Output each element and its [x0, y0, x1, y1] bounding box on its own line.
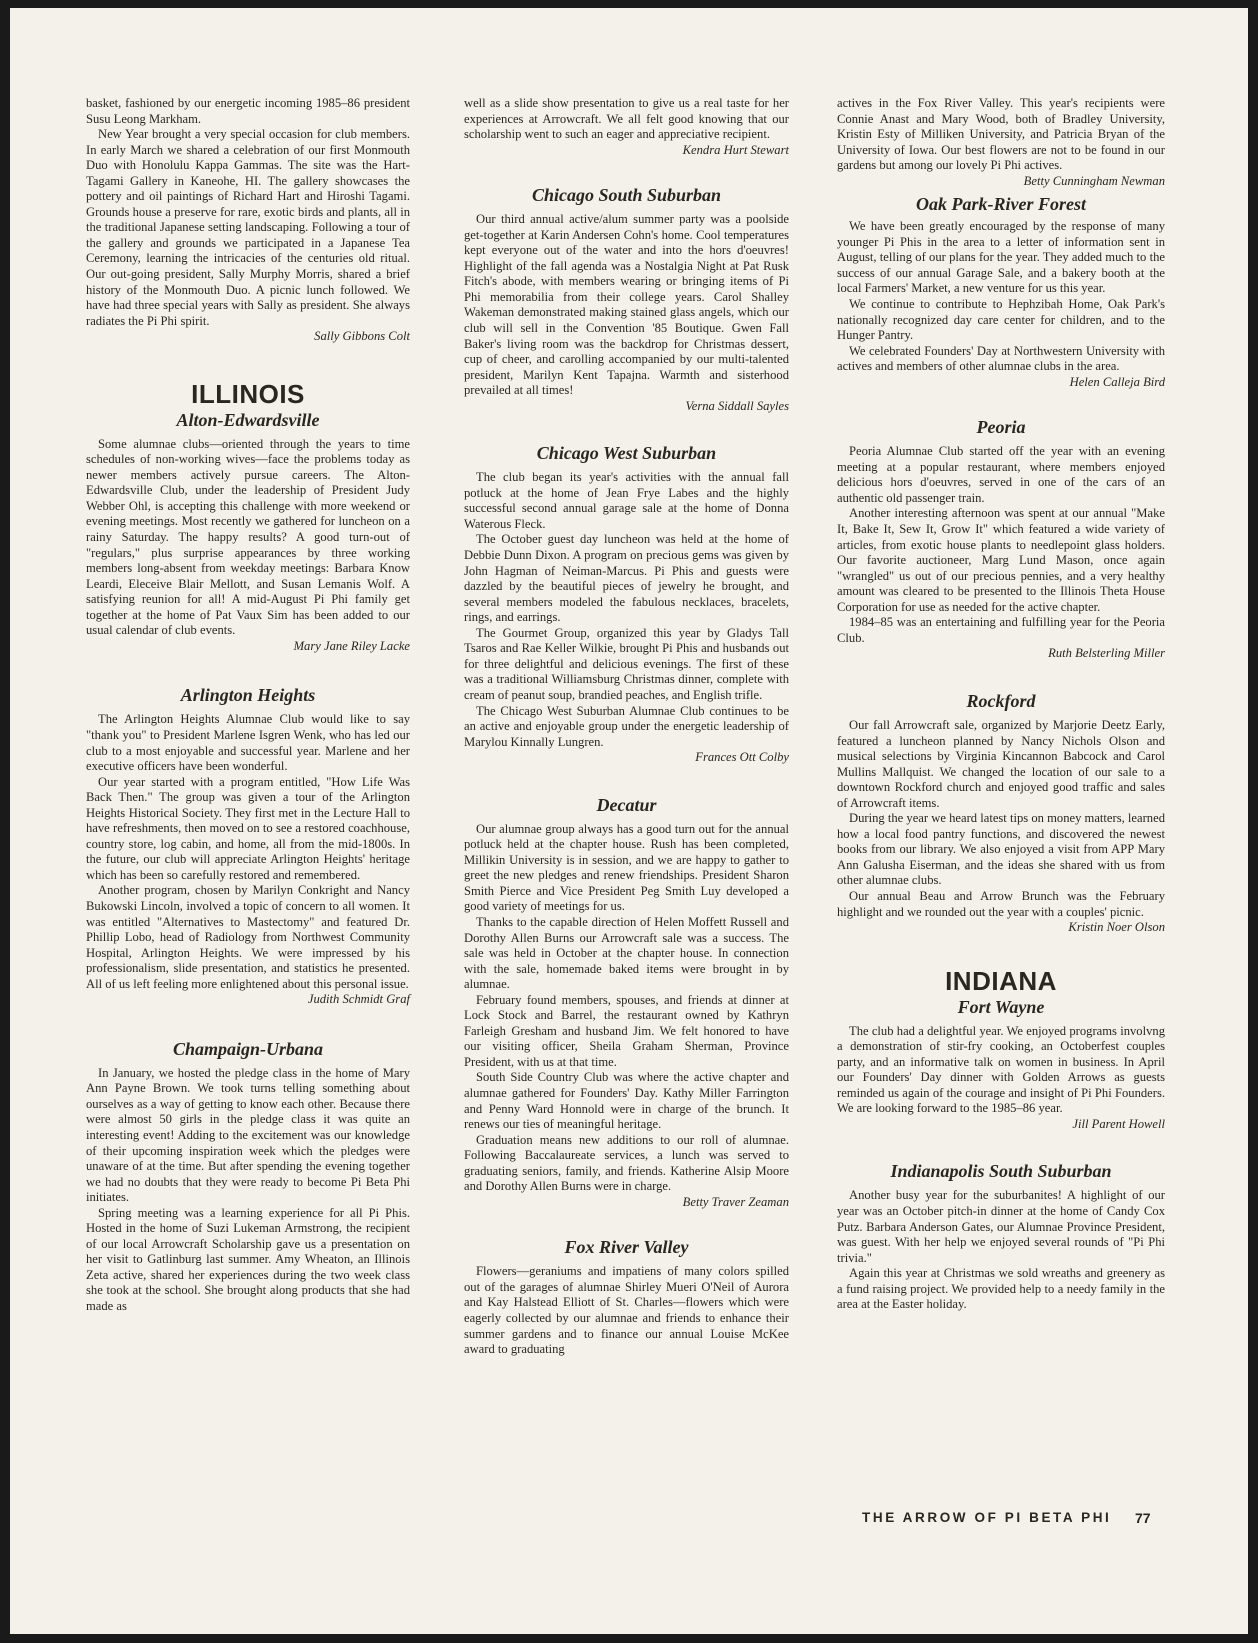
- body-paragraph: 1984–85 was an entertaining and fulfilling year for the Peoria Club.: [837, 615, 1165, 645]
- club-heading: Peoria: [976, 417, 1026, 438]
- club-heading: Fort Wayne: [957, 996, 1045, 1017]
- publication-title: THE ARROW OF PI BETA PHI: [862, 1510, 1112, 1525]
- club-heading: Rockford: [966, 690, 1036, 711]
- magazine-page: [10, 8, 1248, 1634]
- body-paragraph: The club had a delightful year. We enjoyed programs involvng a demonstration of stir-fry cooking, an Octoberfest couples party, and an informative talk on women in business. In April our Founders' Day dinner with Golden Arrows as guests reminded us again of the courage and insight of Pi Phi Founders. We are looking forward to the 1985–86 year.: [837, 1023, 1165, 1116]
- club-heading: Arlington Heights: [180, 685, 316, 706]
- author-signature: Betty Traver Zeaman: [682, 1194, 789, 1209]
- body-paragraph: Our fall Arrowcraft sale, organized by Marjorie Deetz Early, featured a luncheon planned by Nancy Nichols Olson and musical selections by Virginia Kincannon Babcock and Carol Mullins Mallquist. We changed the location of our sale to a downtown Rockford church and enjoyed good traffic and sales of Arrowcraft items.: [837, 717, 1165, 810]
- author-signature: Kristin Noer Olson: [1068, 920, 1165, 935]
- body-paragraph: well as a slide show presentation to give us a real taste for her experiences at Arrowcraft. We all felt good knowing that our scholarship went to such an eager and appreciative recipient.: [464, 96, 789, 142]
- column-right: [837, 96, 1165, 1313]
- club-heading: Alton-Edwardsville: [176, 409, 320, 430]
- body-paragraph: The Arlington Heights Alumnae Club would like to say "thank you" to President Marlene Isgren Wenk, who has led our club to a most enjoyable and successful year. Marlene and her executive officers have been wonderful.: [86, 712, 410, 774]
- club-heading: Chicago South Suburban: [531, 185, 722, 206]
- author-signature: Helen Calleja Bird: [1069, 374, 1165, 389]
- body-paragraph: The club began its year's activities with the annual fall potluck at the home of Jean Frye Labes and the highly successful second annual garage sale at the home of Donna Waterous Fleck.: [464, 470, 789, 531]
- body-paragraph: Another program, chosen by Marilyn Conkright and Nancy Bukowski Lincoln, involved a topic of concern to all women. It was entitled "Alternatives to Mastectomy" and featured Dr. Phillip Lobo, head of Radiology from Northwest Community Hospital, Arlington Heights. We were impressed by his professionalism, slide presentation, and statistics he presented. All of us left feeling more enlightened about this personal issue.: [86, 883, 410, 991]
- author-signature: Betty Cunningham Newman: [1023, 173, 1165, 188]
- body-paragraph: New Year brought a very special occasion for club members. In early March we shared a celebration of our first Monmouth Duo with Honolulu Kappa Gammas. The site was the Hart-Tagami Gallery in Kaneohe, HI. The gallery showcases the pottery and oil paintings of Richard Hart and Hiroshi Tagami. Grounds house a preserve for rare, exotic birds and plants, all in the traditional Japanese setting landscaping. Following a tour of the gallery and grounds we participated in a Japanese Tea Ceremony, learning the intricacies of the centuries old ritual. Our out-going president, Sally Murphy Morris, shared a brief history of the Monmouth Duo. A picnic lunch followed. We have had three special years with Sally as president. She always radiates the Pi Phi spirit.: [86, 127, 410, 328]
- body-paragraph: Our year started with a program entitled, "How Life Was Back Then." The group was given a tour of the Arlington Heights Historical Society. They first met in the Lecture Hall to have refreshments, then moved on to see a restored coachhouse, country store, log cabin, and home, all from the mid-1800s. In the future, our club will appreciate Arlington Heights' heritage which has been so carefully restored and remembered.: [86, 774, 410, 882]
- column-middle: [464, 96, 789, 1358]
- state-heading: INDIANA: [945, 965, 1057, 996]
- body-paragraph: Our annual Beau and Arrow Brunch was the February highlight and we rounded out the year with a couples' picnic.: [837, 888, 1165, 919]
- body-paragraph: In January, we hosted the pledge class in the home of Mary Ann Payne Brown. We took turns telling something about ourselves as a way of getting to know each other. Because there were almost 50 girls in the pledge class it was quite an interesting event! Adding to the excitement was our knowledge of their upcoming inspiration week which the pledges were unaware of at the time. But after spending the evening together we had no doubts that they were ready to become Pi Beta Phi initiates.: [86, 1065, 410, 1205]
- state-heading: ILLINOIS: [191, 378, 305, 409]
- author-signature: Sally Gibbons Colt: [314, 329, 410, 344]
- body-paragraph: The Gourmet Group, organized this year by Gladys Tall Tsaros and Rae Keller Wilkie, brought Pi Phis and husbands out for three delightful and delicious evenings. The first of these was a traditional Williamsburg Christmas dinner, complete with cream of peanut soup, brandied peaches, and English trifle.: [464, 625, 789, 702]
- club-heading: Indianapolis South Suburban: [890, 1161, 1112, 1182]
- body-paragraph: Again this year at Christmas we sold wreaths and greenery as a fund raising project. We provided help to a needy family in the area at the Easter holiday.: [837, 1266, 1165, 1312]
- body-paragraph: Flowers—geraniums and impatiens of many colors spilled out of the garages of alumnae Shirley Mueri O'Neil of Aurora and Kay Halstead Elliott of St. Charles—flowers which were eagerly collected by our alumnae and friends to enhance their summer gardens and to finance our annual Louise McKee award to graduating: [464, 1264, 789, 1357]
- body-paragraph: The Chicago West Suburban Alumnae Club continues to be an active and enjoyable group under the energetic leadership of Marylou Kinnally Lungren.: [464, 703, 789, 749]
- body-paragraph: Our third annual active/alum summer party was a poolside get-together at Karin Andersen Cohn's home. Cool temperatures kept everyone out of the water and into the hors d'oeuvres! Highlight of the fall agenda was a Nostalgia Night at Pat Rusk Fitch's abode, with members wearing or bringing items of Pi Phi memorabilia from their college years. Carol Shalley Wakeman demonstrated making stained glass angels, which our club will sell in the Convention '85 Boutique. Gwen Fall Baker's living room was the backdrop for Christmas dessert, cup of cheer, and carolling accompanied by our multi-talented president, Marilyn Kent Tapajna. Warmth and sisterhood prevailed at all times!: [464, 212, 789, 398]
- author-signature: Verna Siddall Sayles: [685, 398, 789, 413]
- author-signature: Ruth Belsterling Miller: [1048, 646, 1165, 661]
- author-signature: Kendra Hurt Stewart: [682, 142, 789, 157]
- body-paragraph: actives in the Fox River Valley. This year's recipients were Connie Anast and Mary Wood, both of Bradley University, Kristin Esty of Milliken University, and Patricia Bryan of the University of Iowa. Our best flowers are not to be found in our gardens but among our lovely Pi Phi actives.: [837, 96, 1165, 173]
- body-paragraph: We have been greatly encouraged by the response of many younger Pi Phis in the area to a letter of information sent in August, telling of our plans for the year. They added much to the success of our annual Garage Sale, and a bakery booth at the local Farmers' Market, a new venture for us this year.: [837, 219, 1165, 296]
- body-paragraph: Another busy year for the suburbanites! A highlight of our year was an October pitch-in dinner at the home of Candy Cox Putz. Barbara Anderson Gates, our Alumnae Province President, was guest. With her help we enjoyed several rounds of "Pi Phi trivia.": [837, 1188, 1165, 1265]
- author-signature: Mary Jane Riley Lacke: [293, 638, 410, 653]
- body-paragraph: basket, fashioned by our energetic incoming 1985–86 president Susu Leong Markham.: [86, 96, 410, 126]
- club-heading: Fox River Valley: [564, 1237, 689, 1258]
- author-signature: Jill Parent Howell: [1072, 1116, 1165, 1131]
- author-signature: Judith Schmidt Graf: [307, 992, 410, 1007]
- body-paragraph: During the year we heard latest tips on money matters, learned how a local food pantry functions, and discovered the newest books from our library. We also enjoyed a visit from APP Mary Ann Galusha Eiserman, and the ideas she shared with us from other alumnae clubs.: [837, 811, 1165, 888]
- body-paragraph: Our alumnae group always has a good turn out for the annual potluck held at the chapter house. Rush has been completed, Millikin University is in session, and we are happy to gather to greet the new pledges and renew friendships. President Sharon Smith Pierce and Vice President Peg Smith Luy developed a good variety of meetings for us.: [464, 821, 789, 914]
- body-paragraph: Spring meeting was a learning experience for all Pi Phis. Hosted in the home of Suzi Lukeman Armstrong, the recipient of our local Arrowcraft Scholarship gave us a presentation on her visit to Gatlinburg last summer. Amy Wheaton, an Illinois Zeta active, shared her experiences during the two week class she took at the school. She brought along products that she had made as: [86, 1205, 410, 1313]
- page-number: 77: [1135, 1510, 1151, 1526]
- body-paragraph: The October guest day luncheon was held at the home of Debbie Dunn Dixon. A program on precious gems was given by John Hagman of Neiman-Marcus. Pi Phis and guests were dazzled by the beautiful pieces of jewelry he brought, and several members modeled the fabulous necklaces, bracelets, rings, and earrings.: [464, 532, 789, 625]
- body-paragraph: Some alumnae clubs—oriented through the years to time schedules of non-working wives—face the problems today as newer members actively pursue careers. The Alton-Edwardsville Club, under the leadership of President Judy Webber Ohl, is accepting this challenge with more weekend or evening meetings. Most recently we gathered for luncheon on a rainy Saturday. The happy results? A good turn-out of "regulars," plus surprise appearances by three working members long-absent from weekday meetings: Barbara Know Leardi, Eleceive Blair Mellott, and Susan Lemanis Wolf. A satisfying reunion for all! A mid-August Pi Phi family get together at the home of Pat Vaux Sim has been added to our usual calendar of club events.: [86, 436, 410, 638]
- club-heading: Chicago West Suburban: [536, 443, 717, 464]
- body-paragraph: We continue to contribute to Hephzibah Home, Oak Park's nationally recognized day care center for children, and to the Hunger Pantry.: [837, 297, 1165, 343]
- body-paragraph: Another interesting afternoon was spent at our annual "Make It, Bake It, Sew It, Grow It" which featured a wide variety of articles, from exotic house plants to needlepoint glass holders. Our favorite auctioneer, Marg Lund Mason, once again "wrangled" us out of our precious pennies, and a very healthy amount was cleared to be presented to the Illinois Theta House Corporation for use as needed for the active chapter.: [837, 506, 1165, 614]
- body-paragraph: South Side Country Club was where the active chapter and alumnae gathered for Founders' Day. Kathy Miller Farrington and Penny Ward Honnold were in charge of the brunch. It renews our ties of meaningful heritage.: [464, 1070, 789, 1132]
- column-left: [86, 96, 410, 1315]
- body-paragraph: Thanks to the capable direction of Helen Moffett Russell and Dorothy Allen Burns our Arrowcraft sale was a success. The sale was held in October at the chapter house. In connection with the sale, homemade baked items were brought in by alumnae.: [464, 914, 789, 992]
- body-paragraph: Peoria Alumnae Club started off the year with an evening meeting at a popular restaurant, where members enjoyed delicious hors d'oeuvres, served in one of the cars of an authentic old passenger train.: [837, 444, 1165, 505]
- author-signature: Frances Ott Colby: [695, 750, 789, 765]
- body-paragraph: February found members, spouses, and friends at dinner at Lock Stock and Barrel, the restaurant owned by Kathryn Farleigh Gresham and husband Jim. We felt honored to have our visiting officer, Sheila Graham Sherman, Province President, with us at that time.: [464, 992, 789, 1069]
- club-heading: Decatur: [596, 794, 657, 815]
- club-heading: Oak Park-River Forest: [916, 194, 1086, 215]
- club-heading: Champaign-Urbana: [172, 1038, 324, 1059]
- body-paragraph: Graduation means new additions to our roll of alumnae. Following Baccalaureate services, a lunch was served to graduating seniors, family, and friends. Katherine Alsip Moore and Dorothy Allen Burns were in charge.: [464, 1132, 789, 1194]
- body-paragraph: We celebrated Founders' Day at Northwestern University with actives and members of other alumnae clubs in the area.: [837, 343, 1165, 374]
